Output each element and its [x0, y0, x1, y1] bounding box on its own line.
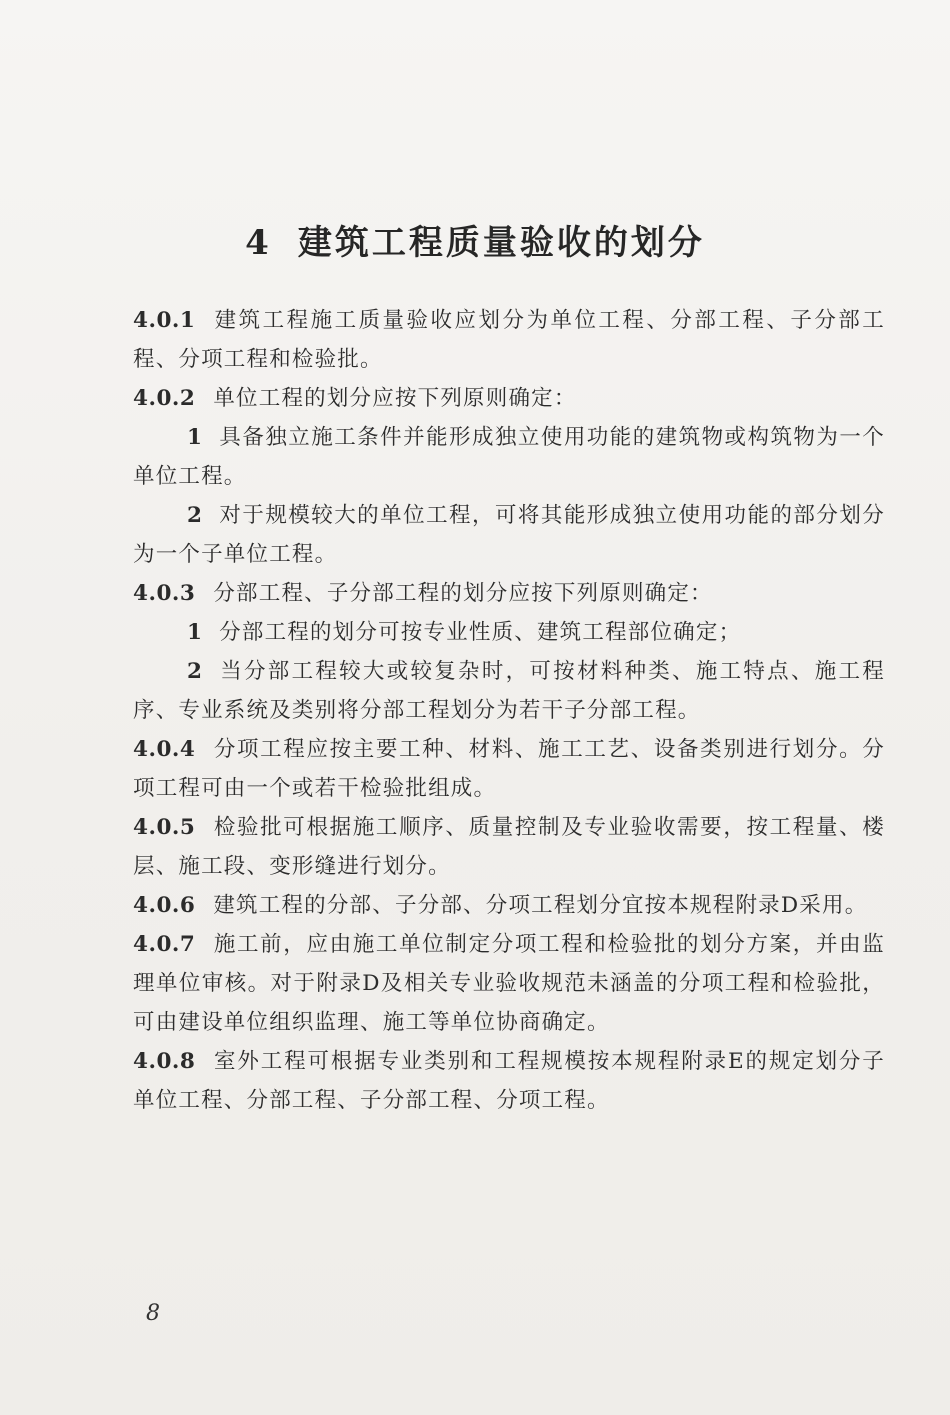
item-number: 2: [187, 503, 204, 528]
clause-text: 分部工程、子分部工程的划分应按下列原则确定：: [213, 581, 713, 606]
clause-text: 分项工程应按主要工种、材料、施工工艺、设备类别进行划分。分项工程可由一个或若干检验批组成。: [133, 737, 885, 801]
clause-number: 4.0.3: [133, 581, 196, 606]
clause-number: 4.0.2: [133, 386, 196, 411]
chapter-title-text: 建筑工程质量验收的划分: [297, 222, 705, 263]
item-number: 1: [187, 425, 204, 450]
clause-4-0-1: [133, 301, 885, 379]
clause-4-0-2: [133, 379, 885, 418]
clause-item: [133, 652, 885, 730]
clause-4-0-5: [133, 808, 885, 886]
clause-number: 4.0.1: [133, 308, 196, 333]
page-number: 8: [146, 1301, 160, 1326]
clause-number: 4.0.8: [133, 1049, 196, 1074]
clause-4-0-3: [133, 574, 885, 613]
clause-number: 4.0.4: [133, 737, 196, 762]
clause-number: 4.0.5: [133, 815, 196, 840]
clause-4-0-4: [133, 730, 885, 808]
chapter-title: [0, 215, 950, 264]
clause-4-0-6: [133, 886, 885, 925]
clause-item: [133, 418, 885, 496]
item-number: 2: [187, 659, 204, 684]
item-text: 分部工程的划分可按专业性质、建筑工程部位确定；: [219, 620, 742, 645]
clause-4-0-8: [133, 1042, 885, 1120]
clause-item: [133, 613, 885, 652]
item-text: 具备独立施工条件并能形成独立使用功能的建筑物或构筑物为一个单位工程。: [133, 425, 885, 489]
clause-list: [133, 301, 885, 1120]
clause-text: 建筑工程施工质量验收应划分为单位工程、分部工程、子分部工程、分项工程和检验批。: [133, 308, 885, 372]
clause-text: 检验批可根据施工顺序、质量控制及专业验收需要，按工程量、楼层、施工段、变形缝进行划分。: [133, 815, 885, 879]
clause-text: 单位工程的划分应按下列原则确定：: [213, 386, 577, 411]
clause-number: 4.0.6: [133, 893, 196, 918]
item-number: 1: [187, 620, 204, 645]
clause-4-0-7: [133, 925, 885, 1042]
item-text: 对于规模较大的单位工程，可将其能形成独立使用功能的部分划分为一个子单位工程。: [133, 503, 885, 567]
chapter-number: 4: [245, 222, 272, 263]
clause-text: 建筑工程的分部、子分部、分项工程划分宜按本规程附录D采用。: [213, 893, 868, 918]
clause-text: 室外工程可根据专业类别和工程规模按本规程附录E的规定划分子单位工程、分部工程、子分部工程、分项工程。: [133, 1049, 885, 1113]
item-text: 当分部工程较大或较复杂时，可按材料种类、施工特点、施工程序、专业系统及类别将分部工程划分为若干子分部工程。: [133, 659, 885, 723]
clause-text: 施工前，应由施工单位制定分项工程和检验批的划分方案，并由监理单位审核。对于附录D及相关专业验收规范未涵盖的分项工程和检验批，可由建设单位组织监理、施工等单位协商确定。: [133, 932, 885, 1035]
clause-item: [133, 496, 885, 574]
clause-number: 4.0.7: [133, 932, 196, 957]
